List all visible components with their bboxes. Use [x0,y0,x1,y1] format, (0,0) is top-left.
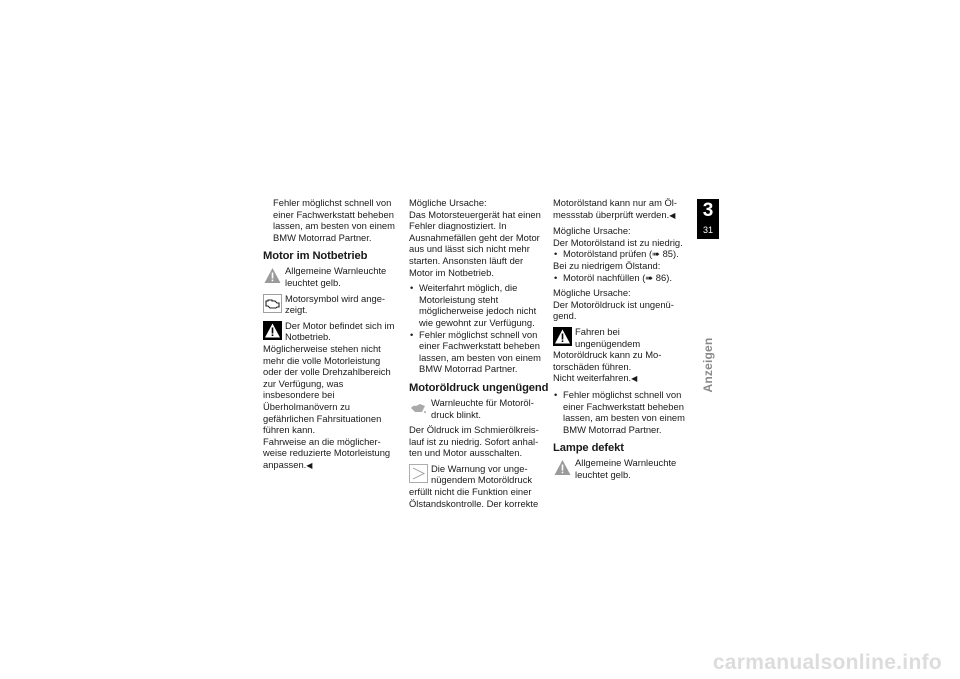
engine-symbol-text: Motorsymbol wird angezeigt. [285,292,386,316]
list-item: • Motoröl nachfüllen (➠ 86). [553,272,686,284]
watermark: carmanualsonline.info [712,651,942,674]
cause1-label: Mögliche Ursache: [553,225,631,237]
oil-damage-first: Fahren bei ungenügendem Motoröldruck kann zu Mo [553,325,662,361]
section-heading-notbetrieb: Motor im Notbetrieb [263,250,368,263]
cause2-label: Mögliche Ursache: [553,287,631,299]
warning-light-text: Allgemeine Warnleuchte leuchtet gelb. [285,265,387,288]
danger-icon [263,321,282,340]
list-item: • Fehler möglichst schnell von einer Fachwerkstatt beheben lassen, am besten von einem BMW Motorrad Partner. [553,389,686,435]
oil-light-text: Warnleuchte für Motoröldruck blinkt. [431,396,534,420]
intro-text: Fehler möglichst schnell von einer Fachwerkstatt beheben lassen, am besten von einem BMW Motorrad Partner. [273,197,395,243]
chapter-tab [697,199,719,239]
engine-warning [263,320,396,472]
cause2-text: Der Motoröldruck ist ungenügend. [553,298,674,322]
oil-note-rest: erfüllt nicht die Funktion einer Ölstandskontrolle. Der korrekte [409,486,539,509]
section-heading-lamp: Lampe defekt [553,442,624,455]
warning-light-icon [263,266,282,285]
oil-damage-rest: torschäden führen. [553,360,632,372]
cause1-text: Der Motorölstand ist zu niedrig. [553,236,683,248]
column-2 [409,197,549,513]
page-number: 31 [702,225,713,235]
warning-light-icon [553,458,572,477]
end-mark: ◀ [631,374,638,384]
oil-pressure-icon [409,398,428,417]
chapter-side-label [700,330,716,400]
chapter-side-text: Anzeigen [701,337,715,393]
engine-symbol-row [263,293,396,316]
stop-text: Nicht weiterfahren. [553,372,632,384]
continued-text-body: Motorölstand kann nur am Ölmessstab überprüft werden. [553,197,678,220]
oil-note-first: Die Warnung vor ungenügendem Motoröldruck [431,462,533,486]
chapter-number: 3 [702,200,714,221]
low-level-label: Bei zu niedrigem Ölstand: [553,259,661,271]
engine-icon [263,294,282,313]
cause-text: Das Motorsteuergerät hat einen Fehler diagnostiziert. In Ausnahmefällen geht der Motor aus und lässt sich nicht mehr starten. Ansonsten läuft der Motor im Notbetrieb. [409,208,541,278]
end-mark: ◀ [306,460,313,470]
oil-note [409,463,542,509]
lamp-warning-row [553,457,686,480]
engine-warning-rest: stehen nicht mehr die volle Motorleistung oder der volle Drehzahlbereich zur Verfügung, was insbesondere bei Überholmanövern zu gefährlichen Fahrsituationen führen kann. [263,342,391,436]
cause-label: Mögliche Ursache: [409,197,487,208]
oil-damage-warning [553,326,686,385]
cause-bullets [409,282,542,375]
note-icon [409,464,428,483]
oil-text: Der Öldruck im Schmierölkreislauf ist zu niedrig. Sofort anhalten und Motor ausschalten. [409,424,539,459]
section-heading-oil-pressure: Motoröldruck ungenügend [409,381,549,394]
end-mark: ◀ [669,210,676,220]
lamp-warning-text: Allgemeine Warnleuchte leuchtet gelb. [575,457,677,480]
list-item: • Fehler möglichst schnell von einer Fachwerkstatt beheben lassen, am besten von einem BMW Motorrad Partner. [409,329,542,375]
column-1 [263,197,396,475]
closing-text: Fahrweise an die möglicherweise reduzierte Motorleistung anpassen. [263,435,391,470]
list-item: • Weiterfahrt möglich, die Motorleistung steht möglicherweise jedoch nicht wie gewohnt zur Verfügung. [409,282,542,328]
oil-light-row [409,397,542,420]
danger-icon [553,327,572,346]
column-3 [553,197,686,484]
continued-text [553,197,686,221]
list-item: • Motorölstand prüfen (➠ 85). [553,248,686,260]
engine-warning-first: Der Motor befindet sich im Notbetrieb. Möglicherweise [263,319,395,354]
warning-light-row [263,265,396,288]
